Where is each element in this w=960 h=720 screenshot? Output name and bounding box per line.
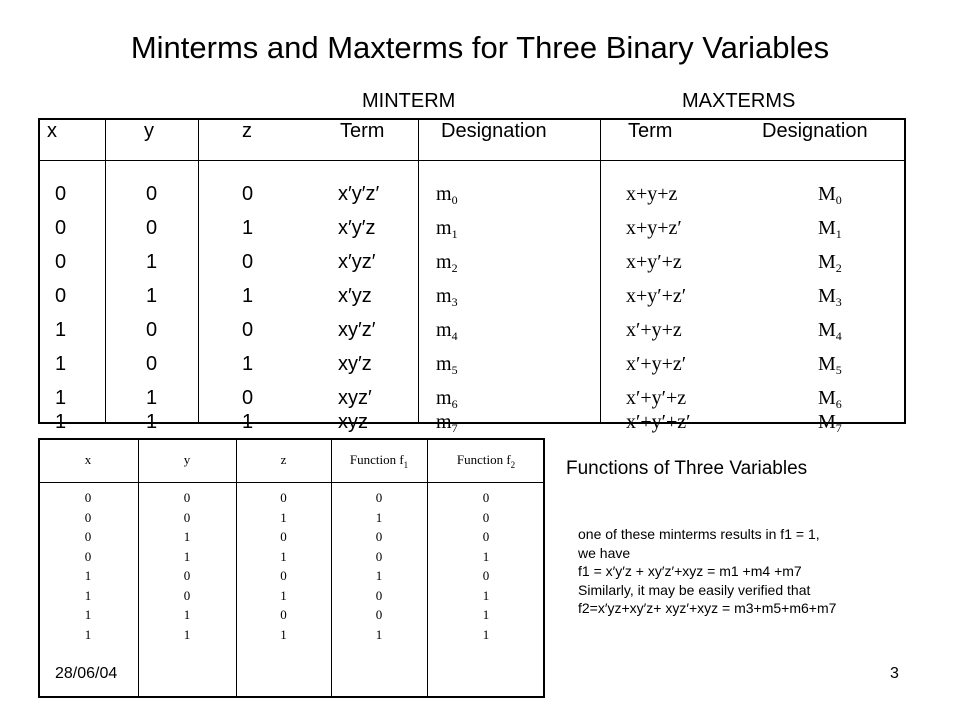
cell-maxterm-designation-text: M bbox=[818, 387, 836, 409]
f1-subscript: 1 bbox=[403, 460, 409, 470]
explanation-text bbox=[578, 525, 928, 618]
cell-maxterm-designation-subscript: 3 bbox=[835, 295, 842, 309]
t2-header-f1 bbox=[331, 452, 427, 470]
cell-minterm-designation bbox=[436, 252, 458, 278]
cell-y bbox=[146, 252, 157, 272]
slide-title: Minterms and Maxterms for Three Binary Variables bbox=[130, 30, 830, 65]
cell-maxterm-designation bbox=[818, 218, 842, 244]
cell-z bbox=[242, 252, 253, 272]
cell-maxterm-designation bbox=[818, 252, 842, 278]
cell-minterm-designation-subscript: 7 bbox=[451, 421, 458, 435]
cell-maxterm bbox=[626, 252, 682, 272]
cell-maxterm bbox=[626, 388, 686, 408]
note-line: f1 = x′y′z + xy′z′+xyz = m1 +m4 +m7 bbox=[578, 563, 802, 579]
column-divider bbox=[105, 118, 106, 424]
cell-y-text: 0 bbox=[146, 183, 158, 205]
cell-minterm-text: xyz′ bbox=[338, 387, 372, 409]
column-divider bbox=[418, 118, 419, 424]
cell-minterm-designation-text: m bbox=[436, 353, 452, 375]
f2-subscript: 2 bbox=[510, 460, 516, 470]
cell-minterm-designation-text: m bbox=[436, 411, 452, 433]
cell-maxterm-designation-text: M bbox=[818, 353, 836, 375]
cell-minterm-designation-text: m bbox=[436, 183, 452, 205]
cell-minterm-designation-subscript: 3 bbox=[451, 295, 458, 309]
cell-x bbox=[55, 286, 66, 306]
cell-maxterm bbox=[626, 320, 682, 340]
t2-column-y: 0 0 1 1 0 0 1 1 bbox=[183, 490, 191, 642]
cell-x-text: 0 bbox=[55, 217, 67, 239]
cell-minterm-text: xy′z′ bbox=[338, 319, 376, 341]
header-minterm-term: Term bbox=[340, 120, 385, 142]
cell-minterm-designation-text: m bbox=[436, 319, 452, 341]
header-z: z bbox=[242, 120, 252, 142]
minterm-group-header: MINTERM bbox=[362, 90, 456, 112]
header-minterm-designation: Designation bbox=[441, 120, 547, 142]
cell-maxterm-designation-subscript: 4 bbox=[835, 329, 842, 343]
cell-x bbox=[55, 354, 66, 374]
cell-x-text: 1 bbox=[55, 319, 67, 341]
cell-maxterm-designation-subscript: 1 bbox=[835, 227, 842, 241]
cell-z bbox=[242, 184, 253, 204]
header-divider bbox=[38, 482, 545, 483]
cell-z bbox=[242, 218, 253, 238]
cell-y bbox=[146, 286, 157, 306]
cell-minterm-designation-text: m bbox=[436, 387, 452, 409]
cell-maxterm-designation-text: M bbox=[818, 217, 836, 239]
cell-minterm-text: x′y′z bbox=[338, 217, 376, 239]
cell-z-text: 0 bbox=[242, 319, 254, 341]
cell-z bbox=[242, 354, 253, 374]
cell-maxterm bbox=[626, 218, 682, 238]
cell-y bbox=[146, 320, 157, 340]
cell-minterm bbox=[338, 388, 372, 408]
cell-x-text: 1 bbox=[55, 353, 67, 375]
cell-maxterm-designation-text: M bbox=[818, 183, 836, 205]
cell-maxterm-designation-subscript: 2 bbox=[835, 261, 842, 275]
cell-z bbox=[242, 412, 253, 432]
cell-minterm-designation bbox=[436, 354, 458, 380]
cell-minterm-designation-subscript: 5 bbox=[451, 363, 458, 377]
cell-minterm-designation-subscript: 0 bbox=[451, 193, 458, 207]
cell-x bbox=[55, 412, 66, 432]
cell-z-text: 1 bbox=[242, 285, 254, 307]
t2-header-f2 bbox=[427, 452, 545, 470]
cell-y-text: 0 bbox=[146, 319, 158, 341]
cell-maxterm-designation bbox=[818, 320, 842, 346]
cell-minterm-designation bbox=[436, 412, 458, 438]
cell-y bbox=[146, 412, 157, 432]
cell-maxterm bbox=[626, 286, 686, 306]
cell-minterm-text: x′yz bbox=[338, 285, 372, 307]
t2-header-x: x bbox=[84, 452, 92, 467]
cell-z-text: 1 bbox=[242, 353, 254, 375]
cell-x-text: 0 bbox=[55, 251, 67, 273]
cell-z bbox=[242, 388, 253, 408]
cell-minterm bbox=[338, 286, 372, 306]
cell-x-text: 0 bbox=[55, 285, 67, 307]
cell-y bbox=[146, 184, 157, 204]
f1-label: Function f bbox=[349, 452, 404, 467]
cell-maxterm-text: x+y+z′ bbox=[626, 217, 682, 239]
cell-maxterm-designation bbox=[818, 286, 842, 312]
cell-maxterm-designation-subscript: 0 bbox=[835, 193, 842, 207]
cell-maxterm-designation bbox=[818, 412, 842, 438]
cell-minterm bbox=[338, 184, 379, 204]
cell-x bbox=[55, 252, 66, 272]
cell-maxterm-designation-text: M bbox=[818, 319, 836, 341]
cell-minterm-designation-subscript: 4 bbox=[451, 329, 458, 343]
cell-maxterm-text: x+y′+z bbox=[626, 251, 682, 273]
t2-header-y: y bbox=[183, 452, 191, 467]
header-divider bbox=[38, 160, 906, 161]
t2-column-z: 0 1 0 1 0 1 0 1 bbox=[280, 490, 287, 642]
cell-maxterm bbox=[626, 354, 686, 374]
cell-y-text: 1 bbox=[146, 285, 158, 307]
maxterm-group-header: MAXTERMS bbox=[682, 90, 796, 112]
cell-maxterm-designation bbox=[818, 354, 842, 380]
cell-x-text: 1 bbox=[55, 411, 67, 433]
cell-y-text: 0 bbox=[146, 353, 158, 375]
cell-x bbox=[55, 184, 66, 204]
cell-z-text: 1 bbox=[242, 411, 254, 433]
cell-minterm bbox=[338, 412, 368, 432]
cell-maxterm bbox=[626, 412, 691, 432]
cell-maxterm-text: x+y′+z′ bbox=[626, 285, 687, 307]
note-line: we have bbox=[578, 544, 631, 561]
cell-z bbox=[242, 286, 253, 306]
cell-minterm bbox=[338, 252, 376, 272]
cell-minterm-text: xy′z bbox=[338, 353, 372, 375]
cell-minterm-text: x′y′z′ bbox=[338, 183, 380, 205]
cell-z-text: 0 bbox=[242, 183, 254, 205]
header-y: y bbox=[144, 120, 154, 142]
cell-x-text: 1 bbox=[55, 387, 67, 409]
cell-maxterm-text: x+y+z bbox=[626, 183, 678, 205]
minterm-maxterm-table bbox=[38, 118, 906, 424]
cell-y-text: 0 bbox=[146, 217, 158, 239]
f2-label: Function f bbox=[456, 452, 511, 467]
header-maxterm-term: Term bbox=[628, 120, 673, 142]
cell-y bbox=[146, 388, 157, 408]
cell-maxterm-designation-subscript: 7 bbox=[835, 421, 842, 435]
note-line: Similarly, it may be easily verified that bbox=[578, 581, 811, 598]
cell-maxterm-designation-text: M bbox=[818, 411, 836, 433]
cell-z bbox=[242, 320, 253, 340]
cell-x bbox=[55, 218, 66, 238]
cell-x-text: 0 bbox=[55, 183, 67, 205]
cell-minterm bbox=[338, 354, 372, 374]
cell-maxterm-designation-text: M bbox=[818, 285, 836, 307]
cell-minterm-designation bbox=[436, 320, 458, 346]
column-divider bbox=[600, 118, 601, 424]
cell-maxterm-text: x′+y′+z bbox=[626, 387, 687, 409]
note-line: one of these minterms results in f1 = 1, bbox=[578, 526, 820, 542]
cell-x bbox=[55, 320, 66, 340]
cell-maxterm-text: x′+y+z bbox=[626, 319, 682, 341]
cell-minterm-designation bbox=[436, 218, 458, 244]
header-maxterm-designation: Designation bbox=[762, 120, 868, 142]
cell-maxterm bbox=[626, 184, 677, 204]
cell-maxterm-designation-text: M bbox=[818, 251, 836, 273]
cell-x bbox=[55, 388, 66, 408]
footer-date: 28/06/04 bbox=[55, 665, 118, 682]
cell-y-text: 1 bbox=[146, 411, 158, 433]
column-divider bbox=[198, 118, 199, 424]
cell-minterm-designation-subscript: 6 bbox=[451, 397, 458, 411]
cell-z-text: 0 bbox=[242, 251, 254, 273]
t2-column-x: 0 0 0 0 1 1 1 1 bbox=[84, 490, 92, 642]
cell-maxterm-designation-subscript: 6 bbox=[835, 397, 842, 411]
cell-minterm-designation-text: m bbox=[436, 251, 452, 273]
cell-minterm bbox=[338, 320, 376, 340]
cell-maxterm-text: x′+y+z′ bbox=[626, 353, 687, 375]
cell-y bbox=[146, 354, 157, 374]
cell-minterm-designation bbox=[436, 286, 458, 312]
cell-z-text: 1 bbox=[242, 217, 254, 239]
header-x: x bbox=[47, 120, 57, 142]
note-line: f2=x′yz+xy′z+ xyz′+xyz = m3+m5+m6+m7 bbox=[578, 600, 837, 616]
cell-minterm-designation-text: m bbox=[436, 285, 452, 307]
cell-y-text: 1 bbox=[146, 387, 158, 409]
cell-minterm-text: x′yz′ bbox=[338, 251, 376, 273]
cell-y-text: 1 bbox=[146, 251, 158, 273]
functions-title: Functions of Three Variables bbox=[566, 458, 808, 479]
t2-column-f2: 0 0 0 1 0 1 1 1 bbox=[482, 490, 490, 642]
cell-maxterm-designation-subscript: 5 bbox=[835, 363, 842, 377]
t2-column-f1: 0 1 0 0 1 0 0 1 bbox=[375, 490, 383, 642]
cell-minterm-designation-subscript: 1 bbox=[451, 227, 458, 241]
cell-y bbox=[146, 218, 157, 238]
cell-maxterm-text: x′+y′+z′ bbox=[626, 411, 691, 433]
cell-minterm bbox=[338, 218, 376, 238]
cell-maxterm-designation bbox=[818, 184, 842, 210]
page-number: 3 bbox=[890, 665, 899, 682]
cell-z-text: 0 bbox=[242, 387, 254, 409]
cell-minterm-designation-text: m bbox=[436, 217, 452, 239]
cell-minterm-designation-subscript: 2 bbox=[451, 261, 458, 275]
cell-minterm-designation bbox=[436, 184, 458, 210]
t2-header-z: z bbox=[280, 452, 287, 467]
cell-minterm-text: xyz bbox=[338, 411, 368, 433]
